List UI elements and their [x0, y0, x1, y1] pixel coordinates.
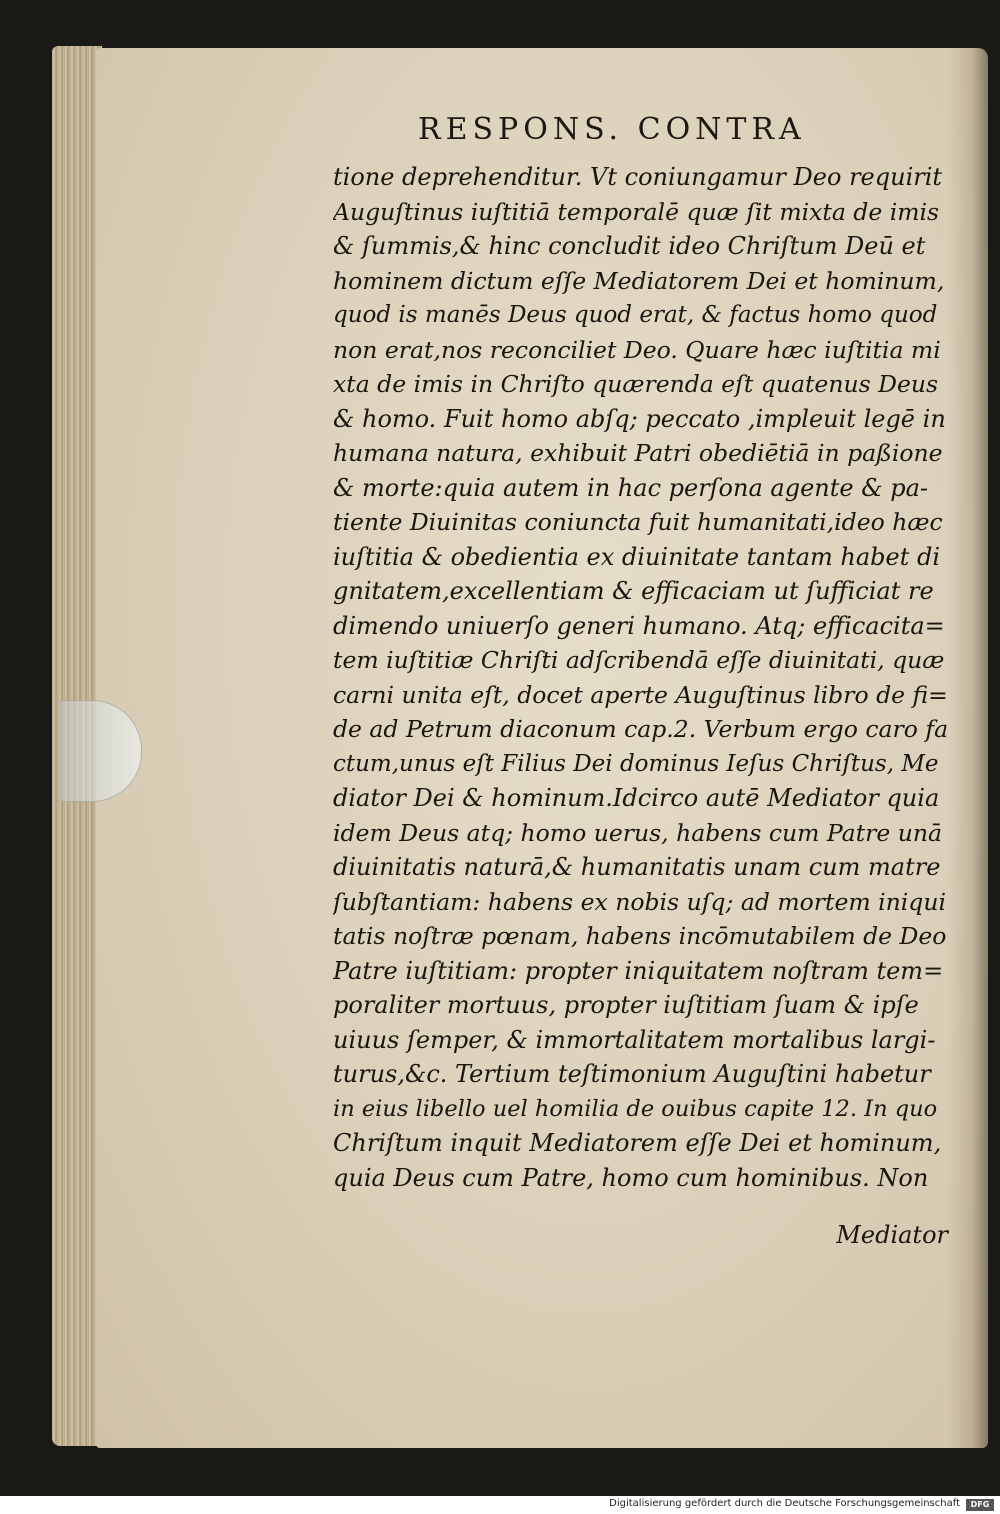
- text-line: idem Deus atq; homo uerus, habens cum Patre unā: [333, 818, 943, 847]
- text-line: diuinitatis naturā,& humanitatis unam cum matre: [333, 853, 941, 881]
- running-header: RESPONS. CONTRA: [418, 112, 806, 147]
- text-line: quod is manēs Deus quod erat, & factus homo quod: [333, 302, 938, 328]
- footer-credit: Digitalisierung gefördert durch die Deutsche Forschungsgemeinschaft: [609, 1498, 960, 1509]
- text-line: ſubſtantiam: habens ex nobis uſq; ad mortem iniqui: [333, 887, 946, 916]
- text-line: hominem dictum eſſe Mediatorem Dei et hominum,: [333, 266, 945, 295]
- text-line: tatis noſtræ pœnam, habens incōmutabilem de Deo: [333, 922, 947, 950]
- text-line: & homo. Fuit homo abſq; peccato ,impleuit legē in: [333, 404, 946, 433]
- text-line: non erat,nos reconciliet Deo. Quare hæc iuſtitia mi: [333, 335, 941, 364]
- text-line: iuſtitia & obedientia ex diuinitate tantam habet di: [333, 542, 941, 571]
- text-line: Patre iuſtitiam: propter iniquitatem noſtram tem=: [333, 956, 944, 985]
- text-line: Chriſtum inquit Mediatorem eſſe Dei et hominum,: [333, 1129, 942, 1157]
- text-line: tem iuſtitiæ Chriſti adſcribendā eſſe diuinitati, quæ: [333, 646, 945, 674]
- text-line: carni unita eſt, docet aperte Auguſtinus libro de fi=: [333, 680, 948, 709]
- text-line: uiuus ſemper, & immortalitatem mortalibus largi-: [333, 1025, 936, 1054]
- page-gutter-shadow: [948, 48, 988, 1448]
- text-line: & morte:quia autem in hac perſona agente & pa-: [333, 473, 928, 502]
- text-line: turus,&c. Tertium teſtimonium Auguſtini habetur: [333, 1060, 931, 1088]
- text-line: ctum,unus eſt Filius Dei dominus Ieſus Chriſtus, Me: [333, 750, 939, 777]
- footer-bar: [0, 1496, 1000, 1514]
- text-line: dimendo uniuerſo generi humano. Atq; efficacita=: [333, 611, 945, 640]
- text-line: tiente Diuinitas coniuncta fuit humanitati,ideo hæc: [333, 508, 943, 536]
- dfg-logo: DFG: [966, 1499, 994, 1511]
- text-line: diator Dei & hominum.Idcirco autē Mediator quia: [333, 784, 940, 812]
- text-line: & ſummis,& hinc concludit ideo Chriſtum Deū et: [333, 232, 926, 260]
- text-line: poraliter mortuus, propter iuſtitiam ſuam & ipſe: [333, 991, 919, 1019]
- catchword: Mediator: [836, 1221, 948, 1249]
- text-line: xta de imis in Chriſto quærenda eſt quatenus Deus: [333, 370, 939, 398]
- text-line: Auguſtinus iuſtitiā temporalē quæ ſit mixta de imis: [333, 197, 940, 226]
- text-line: quia Deus cum Patre, homo cum hominibus. Non: [333, 1163, 929, 1192]
- text-line: gnitatem,excellentiam & efficaciam ut ſufficiat re: [333, 577, 934, 605]
- body-text: [333, 160, 948, 1260]
- text-line: humana natura, exhibuit Patri obediētiā in paßione: [333, 439, 943, 467]
- text-line: tione deprehenditur. Vt coniungamur Deo requirit: [333, 163, 943, 191]
- text-line: in eius libello uel homilia de ouibus capite 12. In quo: [333, 1095, 938, 1122]
- text-line: de ad Petrum diaconum cap.2. Verbum ergo caro fa: [333, 715, 948, 743]
